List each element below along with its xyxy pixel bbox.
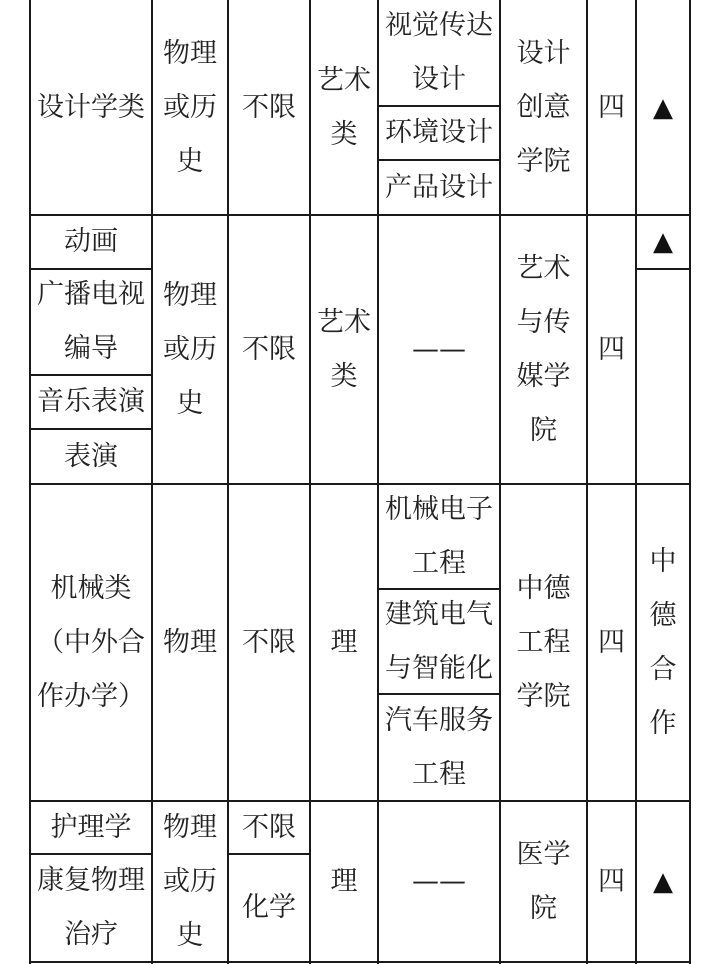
second-subject-cell: 不限 [242,626,296,658]
direction-cell: 建筑电气 与智能化 [385,598,493,684]
grid-line [29,374,153,376]
grid-line [227,853,311,855]
note-cell: 中 德 合 作 [649,545,677,739]
grid-line [377,693,501,695]
years-cell: 四 [598,626,625,658]
direction-cell: —— [412,333,466,365]
grid-line [29,800,691,802]
grid-line [29,268,153,270]
grid-line [29,483,691,485]
subject-cell: 物理 或历 史 [163,279,217,419]
grid-line [29,961,691,963]
years-cell: 四 [598,865,625,897]
grid-line [635,268,691,270]
second-subject-cell: 化学 [242,892,296,923]
major-cell: 设计学类 [37,91,145,123]
major-cell: 动画 [64,226,118,257]
direction-cell: —— [412,865,466,897]
direction-cell: 环境设计 [385,117,493,148]
triangle-icon: ▲ [653,92,673,123]
grid-line [586,0,588,964]
grid-line [29,0,31,964]
direction-cell: 机械电子 工程 [385,493,493,579]
category-cell: 艺术 类 [317,306,371,392]
college-cell: 艺术 与传 媒学 院 [516,252,571,446]
grid-line [29,214,691,216]
grid-line [377,159,501,161]
grid-line [29,853,153,855]
direction-cell: 汽车服务 工程 [385,704,493,790]
grid-line [499,0,501,964]
second-subject-cell: 不限 [242,333,296,365]
grid-line [689,0,691,964]
college-cell: 中德 工程 学院 [516,572,571,712]
college-cell: 医学 院 [516,838,571,924]
grid-line [29,428,153,430]
subject-cell: 物理 或历 史 [163,811,217,951]
major-cell: 音乐表演 [37,386,145,417]
major-cell: 表演 [64,440,118,472]
triangle-icon: ▲ [653,866,673,897]
major-cell: 机械类 （中外合 作办学） [37,572,145,712]
years-cell: 四 [598,91,625,123]
grid-line [377,0,379,964]
category-cell: 理 [330,865,358,897]
grid-line [635,0,637,964]
second-subject-cell: 不限 [242,91,296,123]
grid-line [227,0,229,964]
direction-cell: 产品设计 [385,171,493,203]
years-cell: 四 [598,333,625,365]
grid-line [377,105,501,107]
triangle-icon: ▲ [653,227,673,257]
grid-line [309,0,311,964]
subject-cell: 物理 [163,626,217,658]
category-cell: 艺术 类 [317,64,371,150]
category-cell: 理 [330,626,358,658]
subject-cell: 物理 或历 史 [163,37,217,177]
grid-line [151,0,153,964]
second-subject-cell: 不限 [242,811,296,843]
direction-cell: 视觉传达 设计 [385,10,493,95]
major-cell: 广播电视 编导 [37,279,145,364]
major-cell: 护理学 [50,811,132,843]
college-cell: 设计 创意 学院 [516,37,571,177]
major-cell: 康复物理 治疗 [37,865,145,950]
grid-line [377,588,501,590]
